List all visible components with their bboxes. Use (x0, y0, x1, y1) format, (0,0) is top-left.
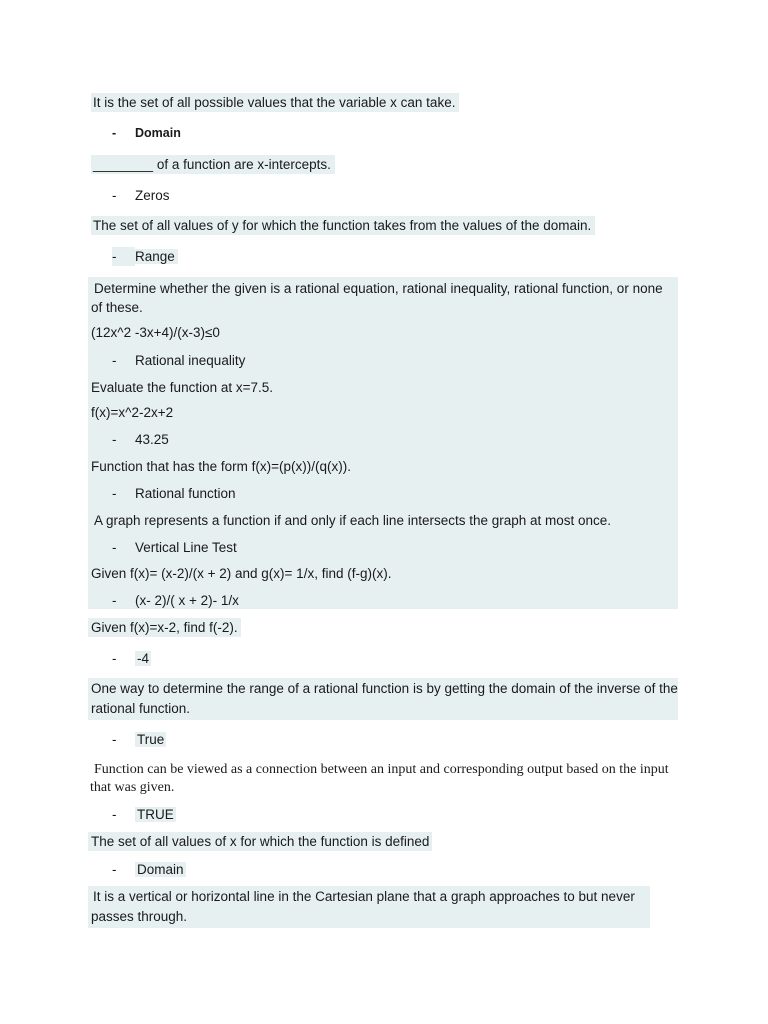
question-10: One way to determine the range of a rational function is by getting the domain of the inverse of the rational function. (91, 681, 678, 716)
question-5: Evaluate the function at x=7.5. (91, 380, 273, 395)
answer-dash: - (112, 247, 135, 266)
answer-dash: - (112, 651, 117, 666)
answer-text: 43.25 (135, 432, 169, 447)
answer-dash: - (112, 353, 117, 368)
question-6: Function that has the form f(x)=(p(x))/(q(x)). (91, 459, 351, 474)
answer-dash: - (112, 188, 117, 203)
question-3: The set of all values of y for which the function takes from the values of the domain. (91, 216, 595, 235)
answer-dash: - (112, 540, 117, 555)
answer-5 (112, 430, 169, 449)
answer-9 (112, 649, 151, 668)
answer-text: Domain (135, 126, 181, 140)
answer-7 (112, 538, 237, 557)
answer-text: (x- 2)/( x + 2)- 1/x (135, 593, 239, 608)
answer-dash: - (112, 593, 117, 608)
answer-4 (112, 351, 245, 370)
question-5-function: f(x)=x^2-2x+2 (91, 405, 174, 420)
answer-dash: - (112, 862, 117, 877)
question-12: The set of all values of x for which the function is defined (88, 832, 432, 851)
answer-6 (112, 484, 236, 503)
answer-text: Domain (137, 862, 184, 877)
answer-8 (112, 591, 239, 610)
question-9: Given f(x)=x-2, find f(-2). (88, 618, 241, 637)
question-2: ________ of a function are x-intercepts. (91, 155, 335, 174)
answer-text: Rational function (135, 486, 236, 501)
answer-dash: - (112, 126, 117, 140)
answer-1 (112, 124, 181, 143)
answer-text: Zeros (135, 188, 170, 203)
answer-text: True (137, 732, 165, 747)
answer-text: Range (135, 249, 178, 264)
answer-text: TRUE (137, 807, 174, 822)
answer-text: -4 (137, 651, 150, 666)
question-1: It is the set of all possible values that the variable x can take. (91, 93, 459, 112)
answer-text: Rational inequality (135, 353, 246, 368)
question-4: Determine whether the given is a rational equation, rational inequality, rational function, or none of these. (91, 281, 663, 315)
answer-2 (112, 186, 170, 205)
answer-dash: - (112, 486, 117, 501)
question-4-expression: (12x^2 -3x+4)/(x-3)≤0 (91, 325, 220, 340)
answer-dash: - (112, 732, 117, 747)
answer-3 (112, 247, 178, 266)
answer-dash: - (112, 432, 117, 447)
answer-10 (112, 730, 166, 749)
answer-12 (112, 860, 186, 879)
answer-dash: - (112, 807, 117, 822)
question-11: Function can be viewed as a connection between an input and corresponding output based on the input that was given. (90, 762, 669, 795)
question-8: Given f(x)= (x-2)/(x + 2) and g(x)= 1/x, find (f-g)(x). (91, 566, 392, 581)
answer-11 (112, 805, 176, 824)
question-13: It is a vertical or horizontal line in the Cartesian plane that a graph approaches to but never passes through. (91, 889, 635, 924)
answer-text: Vertical Line Test (135, 540, 237, 555)
question-7: A graph represents a function if and only if each line intersects the graph at most once. (94, 513, 612, 528)
